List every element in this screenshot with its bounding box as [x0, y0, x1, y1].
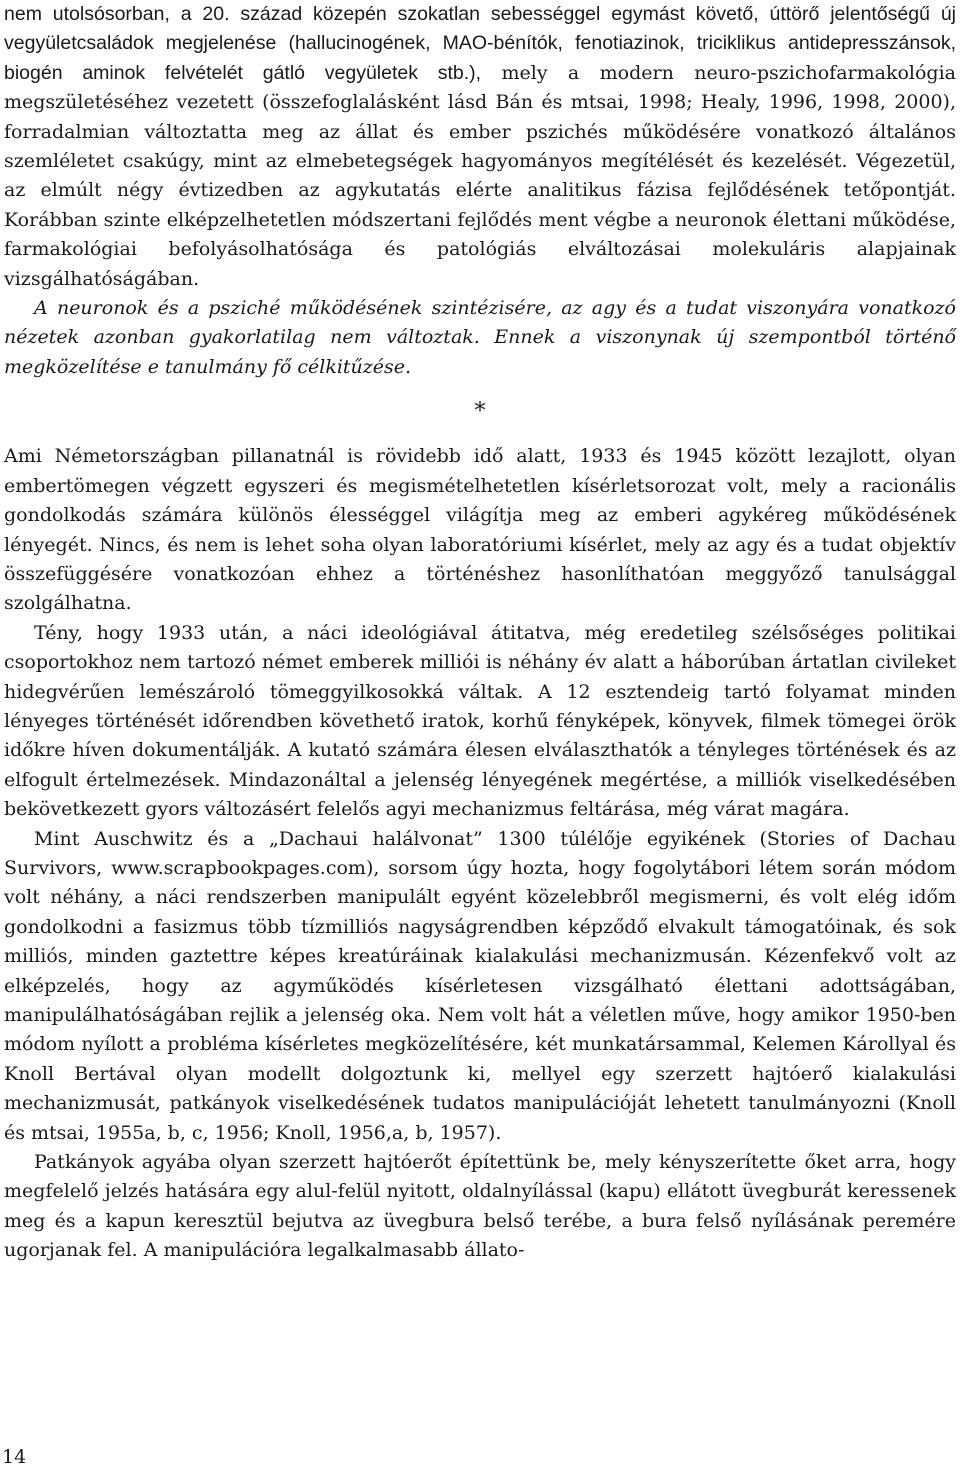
- paragraph-germany: Ami Németországban pillanatnál is rövidebb idő alatt, 1933 és 1945 között lezajlott, olyan embertömegen végzett egyszeri és megismételhetetlen kísérletsorozat volt, mely a racionális gondolkodás számára különös élességgel világítja meg az emberi agykéreg működésének lényegét. Nincs, és nem is lehet soha olyan laboratóriumi kísérlet, mely az agy és a tudat objektív összefüggésére vonatkozóan ehhez a történéshez hasonlíthatóan meggyőző tanulsággal szolgálhatna.: [4, 445, 956, 615]
- page-body: [4, 0, 956, 1266]
- paragraph-rats: Patkányok agyába olyan szerzett hajtóerőt építettünk be, mely kényszerítette őket arra, hogy megfelelő jelzés hatására egy alul-felül nyitott, oldalnyílással (kapu) ellátott üvegburát keressenek meg és a kapun keresztül bejutva az üvegbura belső terébe, a bura felső nyílásának peremére ugorjanak fel. A manipulációra legalkalmasabb állato-: [4, 1151, 956, 1262]
- paragraph-fact-1933: Tény, hogy 1933 után, a náci ideológiával átitatva, még eredetileg szélsőséges politikai csoportokhoz nem tartozó német emberek milliói is néhány év alatt a háborúban ártatlan civileket hidegvérűen lemészároló tömeggyilkosokká váltak. A 12 esztendeig tartó folyamat minden lényeges történését időrendben követhető iratok, korhű fényképek, könyvek, filmek tömegei örök időkre híven dokumentálják. A kutató számára élesen elválaszthatók a tényleges történések és az elfogult értelmezések. Mindazonáltal a jelenség lényegének megértése, a milliók viselkedésében bekövetkezett gyors változásért felelős agyi mechanizmus feltárása, még várat magára.: [4, 621, 956, 821]
- paragraph-intro-sans-start: nem utolsósorban, a 20. század közepén szokatlan sebességgel egymást követő, úttörő jelentőségű új vegyületcsaládok megjelenése (hallucinogének, MAO-bénítók, fenotiazinok, triciklikus antidepresszánsok, biogén aminok felvételét gátló vegyületek stb.),: [4, 3, 956, 84]
- page-number: 14: [2, 1446, 27, 1468]
- paragraph-auschwitz: Mint Auschwitz és a „Dachaui halálvonat” 1300 túlélője egyikének (Stories of Dachau Survivors, www.scrapbookpages.com), sorsom úgy hozta, hogy fogolytábori létem során módom volt néhány, a náci rendszerben manipulált egyént közelebbről megismerni, és volt elég időm gondolkodni a fasizmus több tízmilliós nagyságrendben képződő elvakult támogatóinak, és sok milliós, minden gaztettre képes kreatúráinak kialakulási mechanizmusán. Kézenfekvő volt az elképzelés, hogy az agyműködés kísérletesen vizsgálható élettani adottságában, manipulálhatóságában rejlik a jelenség oka. Nem volt hát a véletlen műve, hogy amikor 1950-ben módom nyílott a probléma kísérletes megközelítésére, két munkatársammal, Kelemen Károllyal és Knoll Bertával olyan modellt dolgoztunk ki, mellyel egy szerzett hajtóerő kialakulási mechanizmusát, patkányok viselkedésének tudatos manipulációját lehetett tanulmányozni (Knoll és mtsai, 1955a, b, c, 1956; Knoll, 1956,a, b, 1957).: [4, 827, 956, 1144]
- paragraph-intro: [4, 0, 956, 294]
- section-separator-star: *: [474, 399, 486, 425]
- paragraph-intro-rest: mely a modern neuro-pszichofarmakológia megszületéséhez vezetett (összefoglalásként lásd Bán és mtsai, 1998; Healy, 1996, 1998, 2000), forradalmian változtatta meg az állat és ember pszichés működésére vonatkozó általános szemléletet csakúgy, mint az elmebetegségek hagyományos megítélését és kezelését. Végezetül, az elmúlt négy évtizedben az agykutatás elérte analitikus fázisa fejlődésének tetőpontját. Korábban szinte elképzelhetetlen módszertani fejlődés ment végbe a neuronok élettani működése, farmakológiai befolyásolhatósága és patológiás elváltozásai molekuláris alapjainak vizsgálhatóságában.: [4, 61, 956, 290]
- paragraph-aim-italic: A neuronok és a psziché működésének szintézisére, az agy és a tudat viszonyára vonatkozó nézetek azonban gyakorlatilag nem változtak. Ennek a viszonynak új szempontból történő megközelítése e tanulmány fő célkitűzése.: [4, 297, 956, 378]
